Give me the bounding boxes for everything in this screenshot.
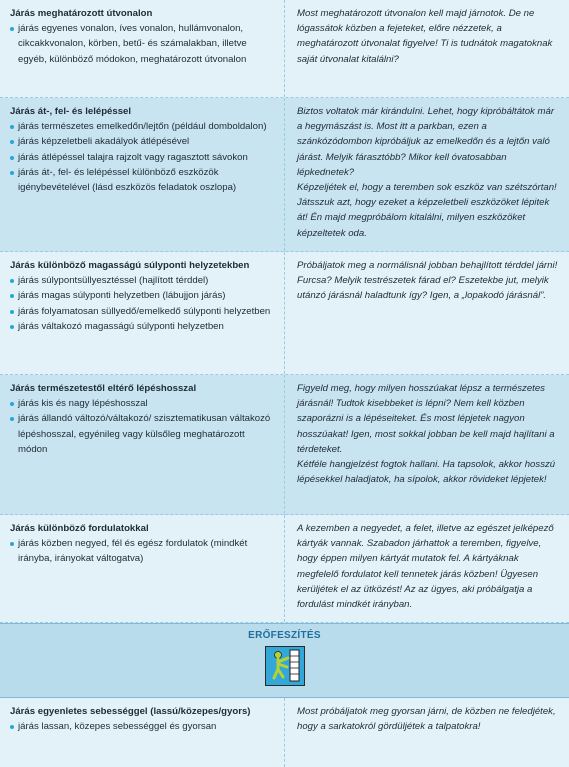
- exercise-column: [0, 98, 284, 251]
- exercise-title: Járás meghatározott útvonalon: [10, 8, 153, 19]
- list-item: járás képzeletbeli akadályok átlépésével: [10, 134, 276, 149]
- exercise-title: Járás egyenletes sebességgel (lassú/közepes/gyors): [10, 706, 251, 717]
- instruction-text: Figyeld meg, hogy milyen hosszúakat lépsz a természetes járásnál! Tudtok kisebbeket is lépni? Nem kell közben szaporázni is a lépéseiteket. És most lépjetek nagyon hosszúakat! Igen, most sokkal jobban be kell majd hajlítani a térdeteket.: [297, 383, 555, 455]
- list-item: járás átlépéssel talajra rajzolt vagy ragasztott sávokon: [10, 150, 276, 165]
- exercise-title: Járás különböző magasságú súlyponti helyzetekben: [10, 260, 250, 271]
- list-item: járás magas súlyponti helyzetben (lábujjon járás): [10, 288, 276, 303]
- list-item: járás állandó változó/váltakozó/ szisztematikusan váltakozó lépéshosszal, egyénileg vagy külsőleg meghatározott módon: [10, 411, 276, 457]
- instruction-text: Biztos voltatok már kiránduIni. Lehet, hogy kipróbáltátok már a hegymászást is. Most itt a parkban, ezen a szánkózódombon kipróbáljuk az emelkedőn és a lejtőn való járást. Melyik fárasztóbb? Mikor kell óvatosabban lépkednetek?: [297, 106, 555, 178]
- table-row: [0, 515, 569, 623]
- exercise-column: [0, 0, 284, 97]
- instruction-text: A kezemben a negyedet, a felet, illetve az egészet jelképező kártyák vannak. Szabadon járhattok a teremben, figyelve, hogy éppen milyen kártyát mutatok fel. A kártyáknak megfelelő fordulatot kell tennetek járás közben! Ügyesen kerüljétek el az ütközést! Az az ügyes, aki próbálgatja a fordulást mindkét irányban.: [297, 523, 554, 611]
- exercise-list: [10, 273, 276, 334]
- instruction-column: [284, 0, 569, 97]
- list-item: járás egyenes vonalon, íves vonalon, hullámvonalon, cikcakkvonalon, körben, betű- és számalakban, illetve egyéb, különböző módokon, meghatározott útvonalon: [10, 21, 276, 67]
- climbing-figure-graphic: [266, 647, 303, 684]
- list-item: járás kis és nagy lépéshosszal: [10, 396, 276, 411]
- section-label: ERŐFESZÍTÉS: [248, 630, 321, 641]
- instruction-column: [284, 515, 569, 622]
- exercise-column: [0, 515, 284, 622]
- exercise-column: [0, 252, 284, 374]
- exercise-title: Járás át-, fel- és lelépéssel: [10, 106, 132, 117]
- list-item: járás váltakozó magasságú súlyponti helyzetben: [10, 319, 276, 334]
- instruction-text: Most próbáljatok meg gyorsan járni, de közben ne feledjétek, hogy a sarkatokról gördüljétek a talpatokra!: [297, 706, 556, 733]
- instruction-column: [284, 375, 569, 514]
- exercise-title: Járás különböző fordulatokkal: [10, 523, 149, 534]
- instruction-text: Kétféle hangjelzést fogtok hallani. Ha tapsolok, akkor hosszú lépésekkel haladjatok, ha sípolok, akkor rövideket lépjetek!: [297, 459, 556, 486]
- table-row: [0, 252, 569, 375]
- list-item: járás közben negyed, fél és egész fordulatok (mindkét irányba, irányokat váltogatva): [10, 536, 276, 566]
- list-item: járás súlypontsüllyesztéssel (hajlított térddel): [10, 273, 276, 288]
- table-row: [0, 0, 569, 98]
- list-item: járás folyamatosan süllyedő/emelkedő súlyponti helyzetben: [10, 304, 276, 319]
- instruction-column: [284, 698, 569, 767]
- exercise-list: [10, 719, 276, 734]
- table-row: [0, 98, 569, 252]
- list-item: járás lassan, közepes sebességgel és gyorsan: [10, 719, 276, 734]
- table-row: [0, 698, 569, 767]
- exercise-column: [0, 698, 284, 767]
- section-banner: [0, 623, 569, 698]
- instruction-text: Képzeljétek el, hogy a teremben sok eszköz van szétszórtan! Játsszuk azt, hogy ezeket a képzeletbeli eszközöket lépitek át! Én majd megpróbálom kitalálni, milyen eszközöket képzeltetek oda.: [297, 182, 557, 239]
- exercise-column: [0, 375, 284, 514]
- table-row: [0, 375, 569, 515]
- climbing-figure-icon: [265, 646, 305, 686]
- exercise-list: [10, 396, 276, 457]
- instruction-text: Próbáljatok meg a normálisnál jobban behajlított térddel járni! Furcsa? Melyik testrészetek fárad el? Eszetekbe jut, melyik utánzó járásnál haladtunk így? Igen, a „lopakodó járásnál”.: [297, 260, 558, 302]
- instruction-column: [284, 98, 569, 251]
- instruction-column: [284, 252, 569, 374]
- exercise-list: [10, 119, 276, 195]
- exercise-list: [10, 536, 276, 566]
- list-item: járás át-, fel- és lelépéssel különböző eszközök igénybevételével (lásd eszközös feladatok oszlopa): [10, 165, 276, 195]
- list-item: járás természetes emelkedőn/lejtőn (például domboldalon): [10, 119, 276, 134]
- exercise-title: Járás természetestől eltérő lépéshosszal: [10, 383, 197, 394]
- exercise-list: [10, 21, 276, 67]
- instruction-text: Most meghatározott útvonalon kell majd járnotok. De ne lógassátok közben a fejeteket, előre nézzetek, a meghatározott útvonalat figyelve! Ti is tudnátok magatoknak saját útvonalat kitalálni?: [297, 8, 553, 65]
